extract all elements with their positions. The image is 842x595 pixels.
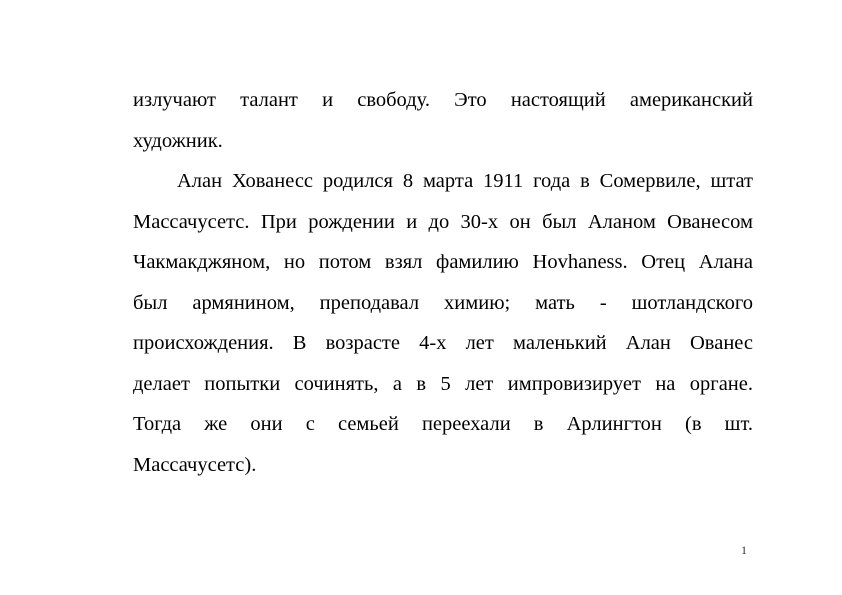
body-text bbox=[133, 80, 753, 485]
text-line: Массачусетс). bbox=[133, 453, 257, 476]
text-line: был армянином, преподавал химию; мать - шотландского bbox=[133, 291, 753, 314]
text-line: Чакмакджяном, но потом взял фамилию Hovhaness. Отец Алана bbox=[133, 251, 753, 273]
text-line: Массачусетс. При рождении и до 30-х он был Аланом Ованесом bbox=[133, 210, 753, 233]
text-line: Алан Хованесс родился 8 марта 1911 года в Сомервиле, штат bbox=[177, 170, 753, 192]
text-line: излучают талант и свободу. Это настоящий американский bbox=[133, 89, 753, 111]
text-line: делает попытки сочинять, а в 5 лет импровизирует на органе. bbox=[133, 372, 753, 395]
text-line: Тогда же они с семьей переехали в Арлингтон (в шт. bbox=[133, 413, 753, 435]
text-line: художник. bbox=[133, 129, 223, 152]
page-number: 1 bbox=[741, 543, 747, 557]
text-line: происхождения. В возрасте 4-х лет маленький Алан Ованес bbox=[133, 332, 753, 354]
